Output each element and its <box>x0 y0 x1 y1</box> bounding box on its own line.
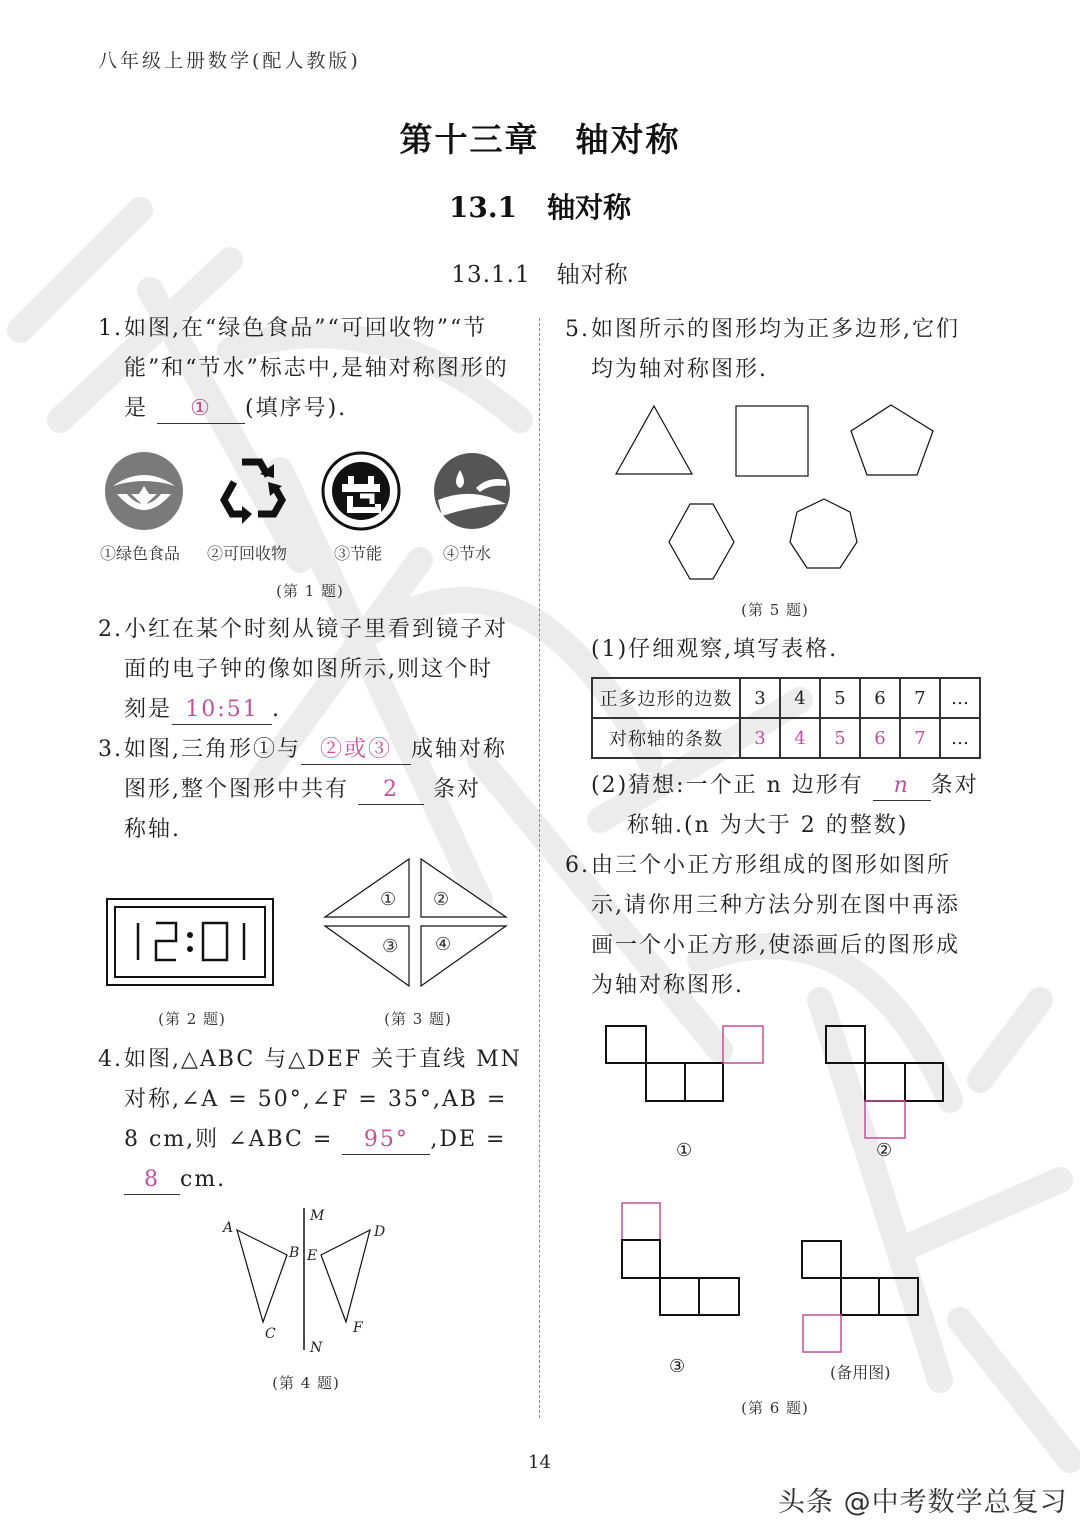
subsection-title <box>0 256 1080 289</box>
source-credit: 头条 @中考数学总复习 <box>778 1487 1068 1518</box>
question-text: 能”和“节水”标志中,是轴对称图形的 <box>124 356 509 381</box>
question-3 <box>98 730 528 850</box>
question-1 <box>98 309 528 429</box>
triangle-label: ③ <box>382 936 399 957</box>
heptagon-shape <box>790 499 857 568</box>
question-text: cm. <box>180 1167 227 1192</box>
question-text: 如图所示的图形均为正多边形,它们 <box>591 317 960 342</box>
section-title <box>0 186 1080 226</box>
question-text: . <box>272 697 282 722</box>
section-number: 13.1 <box>448 191 518 224</box>
subsection-number: 13.1.1 <box>451 262 531 288</box>
green-food-logo <box>103 450 185 532</box>
answer-blank[interactable]: ②或③ <box>301 736 411 765</box>
pentagon-shape <box>851 405 933 475</box>
question-4 <box>98 1040 528 1200</box>
point-label: D <box>374 1224 386 1240</box>
section-name: 轴对称 <box>547 191 632 224</box>
question-text: ,DE = <box>430 1127 507 1152</box>
logo-label: ③节能 <box>334 544 383 563</box>
water-saving-logo <box>432 450 512 532</box>
figure-label: (备用图) <box>830 1363 891 1382</box>
point-label: N <box>310 1340 323 1356</box>
question-text: 小红在某个时刻从镜子里看到镜子对 <box>124 617 509 642</box>
answer-blank[interactable]: ① <box>157 395 245 424</box>
chapter-title <box>0 114 1080 161</box>
question-text: 条对 <box>433 777 482 802</box>
question-number: 1. <box>98 316 123 341</box>
point-label: C <box>265 1326 276 1342</box>
question-text: (2)猜想:一个正 n 边形有 <box>591 773 864 798</box>
figure-caption: (第 2 题) <box>158 1010 226 1028</box>
point-label: F <box>353 1320 363 1336</box>
figure-caption: (第 1 题) <box>276 582 344 600</box>
question-number: 6. <box>565 853 590 878</box>
question-number: 4. <box>98 1047 123 1072</box>
added-square <box>865 1101 905 1138</box>
question-text: 面的电子钟的像如图所示,则这个时 <box>124 657 493 682</box>
energy-saving-logo <box>320 450 402 532</box>
table-row <box>592 718 980 758</box>
figure-label: ② <box>876 1140 893 1161</box>
question-text: 刻是 <box>124 697 173 722</box>
triangle-shape <box>616 406 692 474</box>
added-square <box>803 1315 841 1352</box>
question-text: 均为轴对称图形. <box>591 357 768 382</box>
figure-caption: (第 4 题) <box>272 1374 340 1392</box>
question-number: 5. <box>565 317 590 342</box>
answer-cell[interactable]: 6 <box>860 718 900 758</box>
question-text: 8 cm,则 ∠ABC = <box>124 1127 334 1152</box>
question-text: 示,请你用三种方法分别在图中再添 <box>591 893 960 918</box>
regular-polygons-figure <box>600 396 950 586</box>
answer-cell[interactable]: 7 <box>900 718 940 758</box>
question-text: 画一个小正方形,使添画后的图形成 <box>591 933 960 958</box>
point-label: A <box>223 1220 234 1236</box>
question-2 <box>98 610 528 730</box>
row-header: 对称轴的条数 <box>592 718 740 758</box>
point-label: M <box>310 1208 325 1224</box>
question-number: 2. <box>98 617 123 642</box>
square-figure-3 <box>620 1201 744 1319</box>
chapter-number: 第十三章 <box>399 120 540 159</box>
question-text: (填序号). <box>245 396 348 421</box>
mirrored-digital-clock <box>106 898 276 988</box>
question-5-part-1: (1)仔细观察,填写表格. <box>591 637 839 662</box>
answer-blank[interactable]: 95° <box>342 1126 430 1155</box>
question-text: 条对 <box>930 773 979 798</box>
table-cell: 6 <box>860 678 900 718</box>
recycle-logo <box>212 452 290 534</box>
logo-label: ②可回收物 <box>207 544 288 563</box>
table-cell: … <box>940 718 980 758</box>
answer-blank[interactable]: n <box>873 772 931 801</box>
triangle-label: ② <box>433 889 450 910</box>
question-text: 是 <box>124 396 149 421</box>
figure-label: ③ <box>669 1356 686 1377</box>
book-title: 八年级上册数学(配人教版) <box>98 50 361 72</box>
answer-blank[interactable]: 10:51 <box>172 696 272 725</box>
table-cell: 3 <box>740 678 780 718</box>
point-label: E <box>307 1248 318 1264</box>
triangle-label: ① <box>380 889 397 910</box>
question-text: 称轴.(n 为大于 2 的整数) <box>627 813 909 838</box>
chapter-name: 轴对称 <box>575 120 681 159</box>
answer-cell[interactable]: 3 <box>740 718 780 758</box>
added-square <box>622 1203 660 1240</box>
question-number: 3. <box>98 737 123 762</box>
triangle-label: ④ <box>435 934 452 955</box>
four-triangles-figure <box>320 856 510 991</box>
column-divider <box>539 318 540 1418</box>
question-5 <box>565 310 995 390</box>
table-row <box>592 678 980 718</box>
question-5-part-2 <box>591 766 991 846</box>
question-text: 成轴对称 <box>411 737 508 762</box>
logo-label: ①绿色食品 <box>100 544 181 563</box>
question-text: 由三个小正方形组成的图形如图所 <box>591 853 952 878</box>
question-text: 图形,整个图形中共有 <box>124 777 349 802</box>
answer-cell[interactable]: 4 <box>780 718 820 758</box>
symmetric-triangles-figure <box>215 1200 405 1360</box>
question-text: 如图,三角形①与 <box>124 737 301 762</box>
question-text: 称轴. <box>124 817 181 842</box>
answer-cell[interactable]: 5 <box>820 718 860 758</box>
question-text: 为轴对称图形. <box>591 973 744 998</box>
hexagon-shape <box>669 504 734 579</box>
subsection-name: 轴对称 <box>556 262 629 288</box>
table-cell: 5 <box>820 678 860 718</box>
polygon-axes-table <box>591 677 981 759</box>
logo-label: ④节水 <box>443 544 492 563</box>
row-header: 正多边形的边数 <box>592 678 740 718</box>
answer-blank[interactable]: 8 <box>124 1166 180 1195</box>
table-cell: 4 <box>780 678 820 718</box>
question-text: 对称,∠A = 50°,∠F = 35°,AB = <box>124 1087 508 1112</box>
table-cell: … <box>940 678 980 718</box>
point-label: B <box>289 1245 300 1261</box>
page-number: 14 <box>528 1452 551 1473</box>
square-shape <box>736 406 808 476</box>
figure-caption: (第 3 题) <box>384 1010 452 1028</box>
question-6 <box>565 846 995 1006</box>
table-cell: 7 <box>900 678 940 718</box>
answer-blank[interactable]: 2 <box>358 776 424 805</box>
figure-caption: (第 5 题) <box>741 601 809 619</box>
question-text: 如图,在“绿色食品”“可回收物”“节 <box>124 316 488 341</box>
square-figure-2 <box>824 1024 948 1142</box>
figure-caption: (第 6 题) <box>741 1399 809 1417</box>
question-text: 如图,△ABC 与△DEF 关于直线 MN <box>124 1047 522 1072</box>
square-figure-1 <box>604 1024 769 1106</box>
figure-label: ① <box>676 1140 693 1161</box>
square-figure-spare <box>800 1239 924 1357</box>
added-square <box>723 1026 763 1063</box>
